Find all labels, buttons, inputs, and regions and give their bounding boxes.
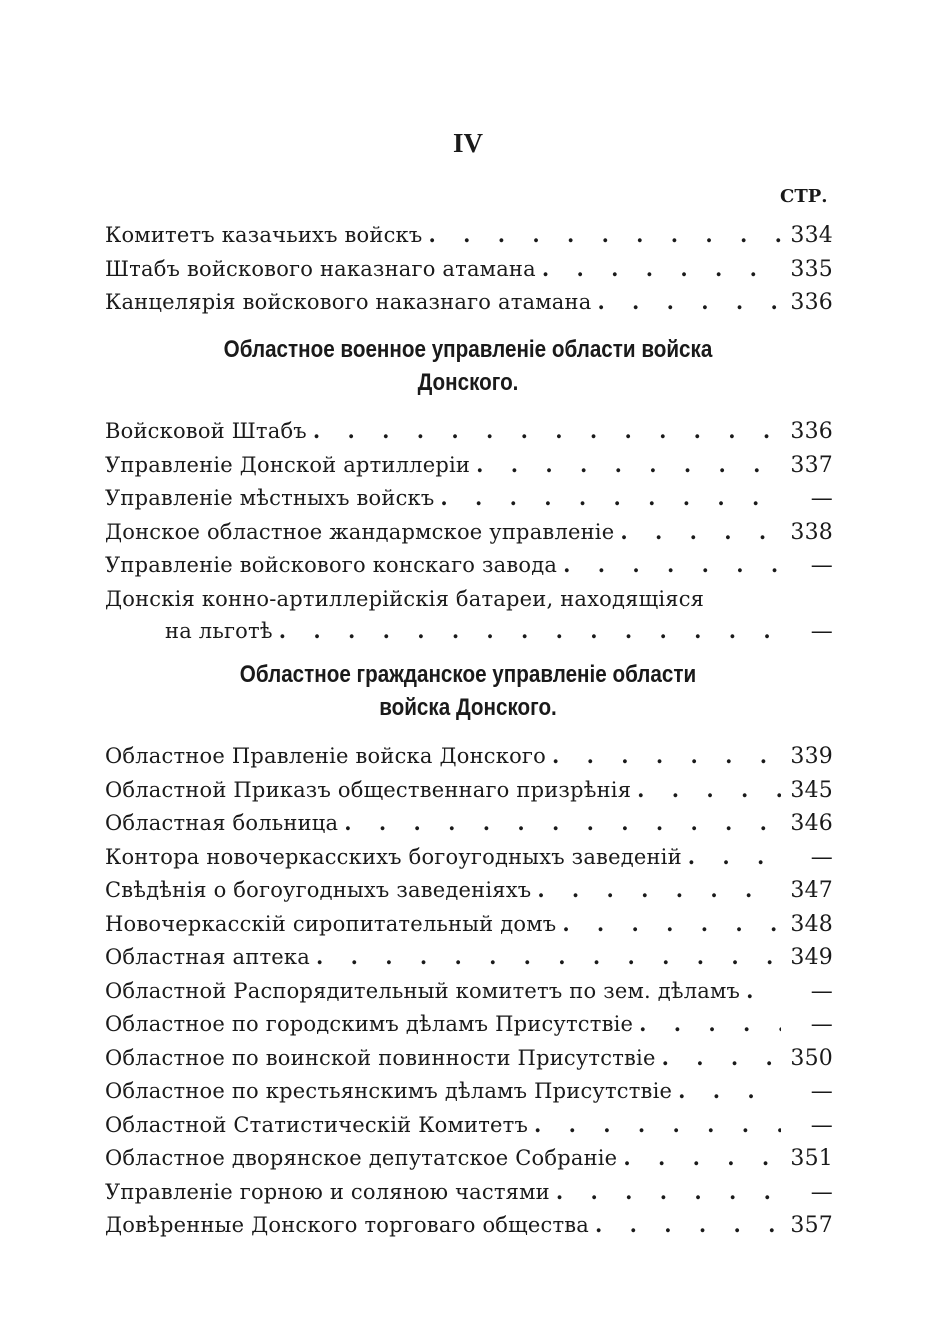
entry-page: 339 xyxy=(790,744,833,769)
toc-entry xyxy=(105,1008,833,1042)
toc-entry xyxy=(105,740,833,774)
toc-entry xyxy=(105,1109,833,1143)
dot-leader xyxy=(316,941,781,974)
dot-leader xyxy=(344,807,781,840)
toc-section-1 xyxy=(105,415,833,649)
section-heading-civil-line2: войска Донского. xyxy=(379,694,557,721)
section-heading-civil: Областное гражданское управленіе области xyxy=(239,661,697,688)
toc-entry xyxy=(105,1176,833,1210)
toc-section-0 xyxy=(105,219,833,320)
page-column-label: СТР. xyxy=(780,186,828,207)
entry-title: Донскія конно-артиллерійскія батареи, находящіяся xyxy=(105,586,705,611)
entry-page: — xyxy=(810,553,833,578)
dot-leader xyxy=(279,615,781,648)
entry-title: Областной Приказъ общественнаго призрѣнія xyxy=(105,777,632,802)
entry-title: Войсковой Штабъ xyxy=(105,419,307,443)
toc-entry xyxy=(105,975,833,1009)
toc-entry xyxy=(105,1209,833,1243)
entry-title: Областная больница xyxy=(105,811,339,835)
toc-entry xyxy=(105,615,833,649)
entry-page: 351 xyxy=(790,1146,833,1171)
dot-leader xyxy=(678,1075,781,1108)
entry-title: Областная аптека xyxy=(105,945,310,969)
toc-entry xyxy=(105,1142,833,1176)
entry-page: — xyxy=(810,1179,833,1205)
toc-entry xyxy=(105,1042,833,1076)
entry-title: Областное по городскимъ дѣламъ Присутствіе xyxy=(105,1012,634,1036)
dot-leader xyxy=(552,740,781,773)
toc-entry xyxy=(105,219,833,253)
dot-leader xyxy=(562,908,781,941)
entry-page: — xyxy=(810,1012,833,1037)
entry-page: 337 xyxy=(790,452,833,478)
toc-entry xyxy=(105,774,833,808)
toc-entry xyxy=(105,253,833,287)
toc-entry xyxy=(105,941,833,975)
toc-entry xyxy=(105,807,833,841)
entry-page: — xyxy=(810,978,833,1004)
entry-title: Свѣдѣнія о богоугодныхъ заведеніяхъ xyxy=(105,878,532,902)
entry-page: 347 xyxy=(790,878,833,903)
entry-page: 357 xyxy=(790,1213,833,1238)
dot-leader xyxy=(623,1142,781,1175)
entry-title: Областное по воинской повинности Присутствіе xyxy=(105,1045,656,1070)
entry-page: — xyxy=(810,619,833,644)
dot-leader xyxy=(440,482,781,515)
toc-entry xyxy=(105,286,833,320)
dot-leader xyxy=(662,1042,781,1075)
dot-leader xyxy=(595,1209,781,1242)
entry-title: на льготѣ xyxy=(165,619,273,643)
dot-leader xyxy=(563,549,781,582)
entry-page: — xyxy=(810,486,833,511)
entry-page: 335 xyxy=(790,256,833,282)
section-heading-military-line2: Донского. xyxy=(417,369,519,396)
entry-title: Областной Распорядительный комитетъ по зем. дѣламъ xyxy=(105,978,741,1003)
toc-entry xyxy=(105,449,833,483)
dot-leader xyxy=(637,774,781,807)
entry-title: Управленіе войскового конскаго завода xyxy=(105,553,558,577)
toc-entry xyxy=(105,908,833,942)
entry-page: 350 xyxy=(790,1045,833,1071)
entry-page: — xyxy=(810,844,833,870)
toc-entry xyxy=(105,874,833,908)
entry-title: Довѣренные Донского торговаго общества xyxy=(105,1213,590,1237)
dot-leader xyxy=(597,286,781,319)
entry-page: 346 xyxy=(790,811,833,836)
entry-title: Управленіе горною и соляною частями xyxy=(105,1179,550,1204)
dot-leader xyxy=(620,516,781,549)
dot-leader xyxy=(639,1008,781,1041)
toc-entry xyxy=(105,583,833,616)
entry-page: 348 xyxy=(790,911,833,937)
entry-title: Управленіе мѣстныхъ войскъ xyxy=(105,486,435,510)
dot-leader xyxy=(313,415,781,448)
page-number: IV xyxy=(452,128,483,158)
toc-section-2 xyxy=(105,740,833,1243)
dot-leader xyxy=(542,253,781,286)
entry-title: Управленіе Донской артиллеріи xyxy=(105,452,471,477)
section-heading-military: Областное военное управленіе области войска xyxy=(223,336,713,363)
entry-page: 338 xyxy=(790,519,833,545)
entry-title: Контора новочеркасскихъ богоугодныхъ заведеній xyxy=(105,844,682,869)
entry-page: — xyxy=(810,1079,833,1104)
toc-entry xyxy=(105,841,833,875)
entry-title: Новочеркасскій сиропитательный домъ xyxy=(105,911,557,936)
entry-page: 349 xyxy=(790,945,833,970)
toc-entry xyxy=(105,482,833,516)
entry-title: Комитетъ казачьихъ войскъ xyxy=(105,223,423,247)
entry-title: Областной Статистическій Комитетъ xyxy=(105,1112,529,1137)
entry-page: — xyxy=(810,1112,833,1138)
dot-leader xyxy=(476,449,781,482)
dot-leader xyxy=(556,1176,781,1209)
toc-entry xyxy=(105,415,833,449)
entry-title: Областное по крестьянскимъ дѣламъ Присутствіе xyxy=(105,1079,673,1103)
entry-page: 336 xyxy=(790,290,833,315)
entry-title: Донское областное жандармское управленіе xyxy=(105,519,615,544)
toc-entry xyxy=(105,1075,833,1109)
entry-title: Штабъ войскового наказнаго атамана xyxy=(105,256,536,281)
dot-leader xyxy=(537,874,781,907)
entry-title: Областное Правленіе войска Донского xyxy=(105,744,546,768)
dot-leader xyxy=(746,975,781,1008)
entry-page: 345 xyxy=(790,777,833,803)
dot-leader xyxy=(688,841,781,874)
toc-entry xyxy=(105,549,833,583)
entry-title: Канцелярія войскового наказнаго атамана xyxy=(105,290,592,314)
entry-page: 334 xyxy=(790,223,833,248)
dot-leader xyxy=(428,219,781,252)
entry-title: Областное дворянское депутатское Собраніе xyxy=(105,1146,618,1170)
toc-entry xyxy=(105,516,833,550)
entry-page: 336 xyxy=(790,419,833,444)
dot-leader xyxy=(534,1109,781,1142)
